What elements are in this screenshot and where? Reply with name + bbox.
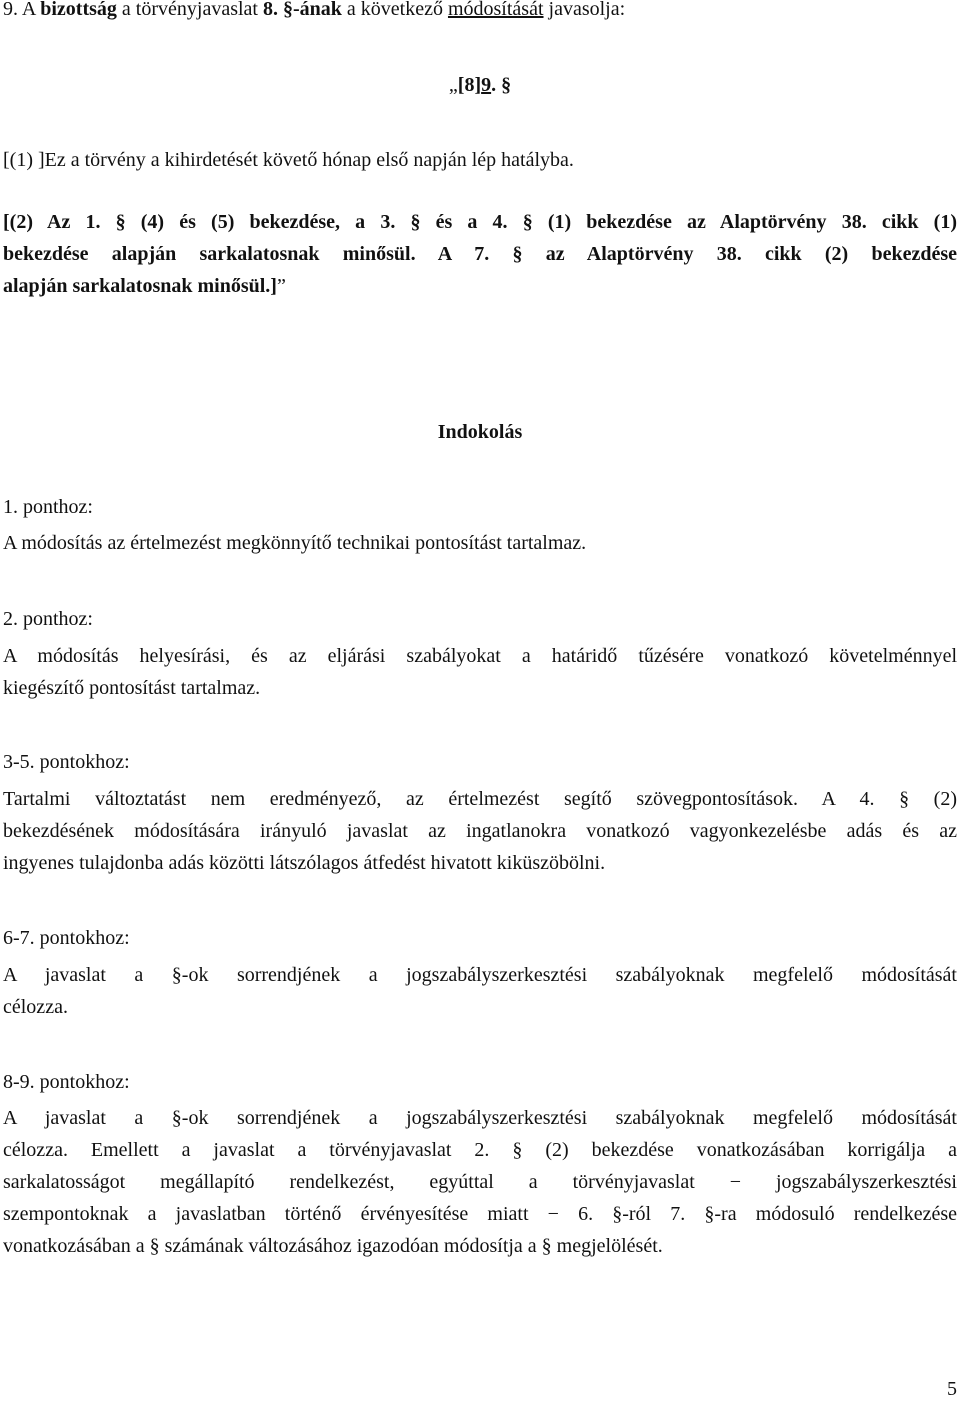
justification-4-label: 6-7. pontokhoz: — [3, 927, 130, 949]
amend-paragraph-2-line-1: [(2) Az 1. § (4) és (5) bekezdése, a 3. § és a 4. § (1) bekezdése az Alaptörvény 38. cikk (1) — [3, 211, 957, 233]
justification-3-line-3: ingyenes tulajdonba adás közötti látszólagos átfedést hivatott kiküszöbölni. — [3, 852, 606, 874]
amendment-heading — [3, 0, 957, 22]
justification-3-line-2: bekezdésének módosítására irányuló javaslat az ingatlanokra vonatkozó vagyonkezelésbe adás és az — [3, 820, 957, 842]
heading-mid2: a következő — [341, 0, 448, 20]
section-new-number: 9 — [481, 74, 492, 96]
heading-mid1: a törvényjavaslat — [116, 0, 263, 20]
section-sign: . § — [491, 74, 512, 96]
justification-2-line-1: A módosítás helyesírási, és az eljárási szabályokat a határidő tűzésére vonatkozó követelménnyel — [3, 645, 957, 667]
section-marker — [0, 72, 960, 98]
justification-4-line-1: A javaslat a §-ok sorrendjének a jogszabályszerkesztési szabályoknak megfelelő módosítását — [3, 964, 957, 986]
amend-paragraph-2-line-2: bekezdése alapján sarkalatosnak minősül. A 7. § az Alaptörvény 38. cikk (2) bekezdése — [3, 243, 957, 265]
justification-3-label: 3-5. pontokhoz: — [3, 751, 130, 773]
quote-close: ” — [276, 275, 286, 297]
justification-2-label: 2. ponthoz: — [3, 608, 93, 630]
heading-modification: módosítását — [447, 0, 544, 20]
amend-paragraph-2-line-3-text: alapján sarkalatosnak minősül.] — [3, 275, 277, 297]
justification-5-line-2: célozza. Emellett a javaslat a törvényjavaslat 2. § (2) bekezdése vonatkozásában korrigálja a — [3, 1139, 957, 1161]
heading-section: 8. §-ának — [262, 0, 342, 20]
justification-5-line-1: A javaslat a §-ok sorrendjének a jogszabályszerkesztési szabályoknak megfelelő módosítását — [3, 1107, 957, 1129]
justification-5-label: 8-9. pontokhoz: — [3, 1071, 130, 1093]
justification-3-line-1: Tartalmi változtatást nem eredményező, az értelmezést segítő szövegpontosítások. A 4. § (2) — [3, 788, 957, 810]
amend-paragraph-1: [(1) ]Ez a törvény a kihirdetését követő hónap első napján lép hatályba. — [3, 149, 574, 171]
justification-4-line-2: célozza. — [3, 996, 68, 1018]
justification-5-line-3: sarkalatosságot megállapító rendelkezést, egyúttal a törvényjavaslat − jogszabályszerkesztési — [3, 1171, 957, 1193]
justification-5-line-4: szempontoknak a javaslatban történő érvényesítése miatt − 6. §-ról 7. §-ra módosuló rendelkezése — [3, 1203, 957, 1225]
justification-1-text: A módosítás az értelmezést megkönnyítő technikai pontosítást tartalmaz. — [3, 532, 587, 554]
heading-end: javasolja: — [543, 0, 626, 20]
justification-title: Indokolás — [437, 421, 523, 443]
heading-committee: bizottság — [40, 0, 117, 20]
justification-5-line-5: vonatkozásában a § számának változásához igazodóan módosítja a § megjelölését. — [3, 1235, 663, 1257]
page-number: 5 — [947, 1378, 957, 1400]
section-old-number: [8] — [457, 74, 482, 96]
quote-open: „ — [448, 74, 458, 96]
justification-1-label: 1. ponthoz: — [3, 496, 93, 518]
amend-paragraph-2-line-3 — [3, 273, 957, 299]
justification-2-line-2: kiegészítő pontosítást tartalmaz. — [3, 677, 261, 699]
heading-num: 9. A — [3, 0, 41, 20]
